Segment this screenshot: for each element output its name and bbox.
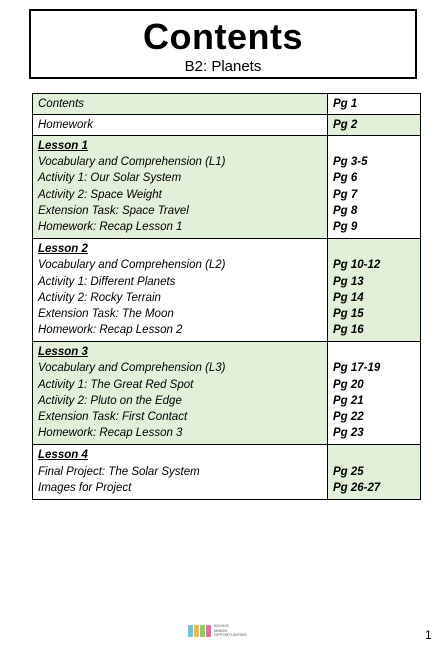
list-item[interactable]: Activity 2: Space Weight (38, 188, 162, 201)
lesson-4-items-cell (33, 445, 328, 500)
lesson-3-items-cell (33, 342, 328, 445)
page-ref: Pg 22 (333, 411, 364, 423)
list-item[interactable]: Activity 2: Rocky Terrain (38, 291, 161, 304)
list-item[interactable]: Vocabulary and Comprehension (L1) (38, 156, 226, 169)
table-row (33, 115, 421, 136)
page-ref: Pg 6 (333, 172, 358, 185)
row-page: Pg 2 (333, 119, 358, 131)
list-item[interactable]: Vocabulary and Comprehension (L2) (38, 259, 226, 272)
row-label[interactable]: Homework (38, 119, 93, 131)
lesson-1-pages-cell (328, 136, 421, 239)
lesson-2-items-cell (33, 239, 328, 342)
page-ref: Pg 21 (333, 394, 364, 407)
page-ref: Pg 25 (333, 465, 364, 478)
list-item[interactable]: Homework: Recap Lesson 2 (38, 324, 183, 337)
lesson-4-pages-cell (328, 445, 421, 500)
list-item[interactable]: Activity 1: Our Solar System (38, 172, 182, 185)
homework-label-cell (33, 115, 328, 136)
page-ref: Pg 15 (333, 307, 364, 320)
lesson-heading: Lesson 1 (38, 140, 88, 152)
list-item[interactable]: Extension Task: First Contact (38, 411, 188, 423)
title-box (29, 9, 417, 79)
list-item[interactable]: Homework: Recap Lesson 1 (38, 220, 183, 233)
lesson-3-row (33, 342, 421, 445)
lesson-heading: Lesson 3 (38, 346, 88, 359)
page-ref: Pg 23 (333, 427, 364, 440)
page-subtitle: B2: Planets (184, 58, 262, 75)
page-number: 1 (425, 628, 432, 642)
page-ref: Pg 16 (333, 324, 364, 337)
list-item[interactable]: Final Project: The Solar System (38, 465, 200, 478)
logo-mark-icon (188, 625, 211, 637)
page-ref: Pg 14 (333, 291, 364, 304)
contents-label-cell (33, 94, 328, 115)
list-item[interactable]: Activity 2: Pluto on the Edge (38, 394, 182, 407)
lesson-2-row (33, 239, 421, 342)
logo-text: BOOKS MINDS OPPORTUNITIES (214, 623, 247, 638)
table-row (33, 94, 421, 115)
contents-table (32, 93, 421, 500)
page-ref: Pg 3-5 (333, 156, 368, 169)
list-item[interactable]: Extension Task: The Moon (38, 307, 174, 320)
page-ref: Pg 8 (333, 204, 358, 217)
row-page: Pg 1 (333, 98, 358, 110)
list-item[interactable]: Extension Task: Space Travel (38, 204, 189, 217)
publisher-logo (188, 623, 260, 639)
list-item[interactable]: Images for Project (38, 481, 132, 494)
page-ref: Pg 26-27 (333, 481, 381, 494)
list-item[interactable]: Vocabulary and Comprehension (L3) (38, 362, 226, 375)
page-ref: Pg 9 (333, 220, 358, 233)
lesson-2-pages-cell (328, 239, 421, 342)
list-item[interactable]: Activity 1: The Great Red Spot (38, 378, 194, 391)
list-item[interactable]: Activity 1: Different Planets (38, 275, 176, 288)
page-ref: Pg 10-12 (333, 259, 381, 272)
contents-page-cell (328, 94, 421, 115)
page-ref: Pg 20 (333, 378, 364, 391)
lesson-heading: Lesson 4 (38, 449, 88, 462)
page-ref: Pg 7 (333, 188, 358, 201)
row-label[interactable]: Contents (38, 98, 85, 110)
list-item[interactable]: Homework: Recap Lesson 3 (38, 427, 183, 440)
page-title: Contents (143, 16, 303, 57)
lesson-4-row (33, 445, 421, 500)
page-ref: Pg 13 (333, 275, 364, 288)
lesson-1-items-cell (33, 136, 328, 239)
lesson-1-row (33, 136, 421, 239)
lesson-3-pages-cell (328, 342, 421, 445)
lesson-heading: Lesson 2 (38, 243, 88, 256)
page-ref: Pg 17-19 (333, 362, 381, 375)
homework-page-cell (328, 115, 421, 136)
